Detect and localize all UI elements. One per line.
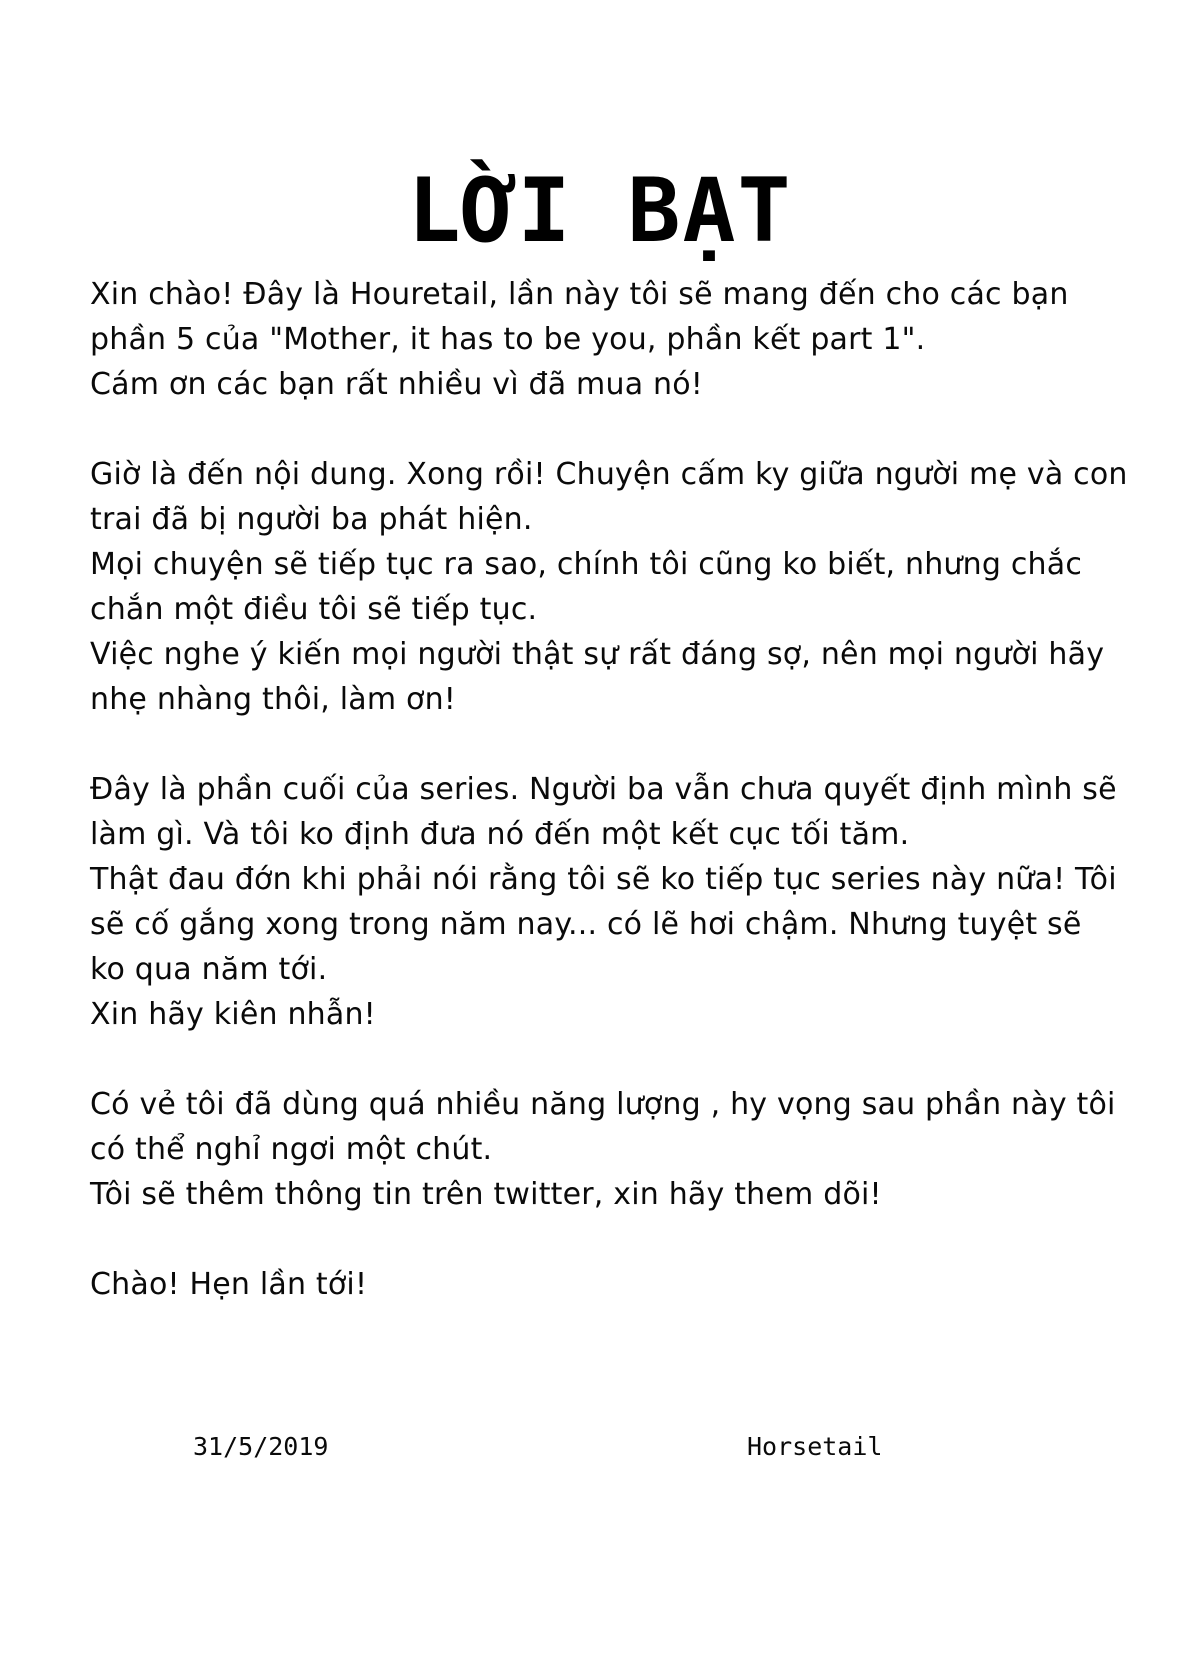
footer-date: 31/5/2019 [193,1432,329,1461]
text-line: Cám ơn các bạn rất nhiều vì đã mua nó! [90,367,704,402]
text-line: Xin hãy kiên nhẫn! [90,997,376,1032]
text-line: chắn một điều tôi sẽ tiếp tục. [90,592,538,627]
text-line: phần 5 của "Mother, it has to be you, phần kết part 1". [90,322,926,357]
afterword-body [90,272,1160,1307]
page-title: LỜI BẠT [407,158,793,262]
text-line: Giờ là đến nội dung. Xong rồi! Chuyện cấm ky giữa người mẹ và con [90,457,1128,492]
blank-line [90,1217,1160,1262]
text-line: Xin chào! Đây là Houretail, lần này tôi sẽ mang đến cho các bạn [90,277,1069,312]
blank-line [90,407,1160,452]
text-line: Chào! Hẹn lần tới! [90,1267,368,1302]
blank-line [90,722,1160,767]
blank-line [90,1037,1160,1082]
text-line: Có vẻ tôi đã dùng quá nhiều năng lượng , hy vọng sau phần này tôi [90,1087,1116,1122]
footer [0,1432,1200,1472]
text-line: sẽ cố gắng xong trong năm nay... có lẽ hơi chậm. Nhưng tuyệt sẽ [90,907,1082,942]
text-line: Mọi chuyện sẽ tiếp tục ra sao, chính tôi cũng ko biết, nhưng chắc [90,547,1083,582]
text-line: làm gì. Và tôi ko định đưa nó đến một kết cục tối tăm. [90,817,910,852]
text-line: Việc nghe ý kiến mọi người thật sự rất đáng sợ, nên mọi người hãy [90,637,1105,672]
text-line: ko qua năm tới. [90,952,328,987]
text-line: nhẹ nhàng thôi, làm ơn! [90,682,457,717]
text-line: Đây là phần cuối của series. Người ba vẫn chưa quyết định mình sẽ [90,772,1117,807]
text-line: Tôi sẽ thêm thông tin trên twitter, xin hãy them dõi! [90,1177,882,1212]
footer-author-signature: Horsetail [747,1432,883,1461]
text-line: Thật đau đớn khi phải nói rằng tôi sẽ ko tiếp tục series này nữa! Tôi [90,862,1117,897]
text-line: trai đã bị người ba phát hiện. [90,502,533,537]
text-line: có thể nghỉ ngơi một chút. [90,1132,493,1167]
